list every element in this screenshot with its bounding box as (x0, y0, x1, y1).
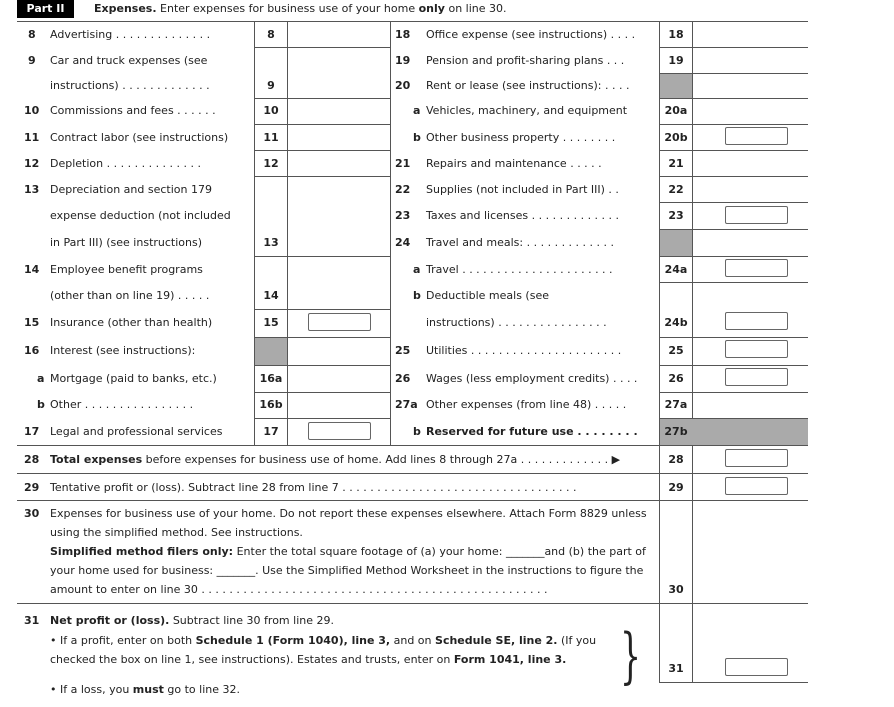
line-24-label: Travel and meals: . . . . . . . . . . . . . (426, 236, 615, 249)
rule (254, 176, 391, 177)
line-31-profit-2 (50, 653, 566, 666)
line-30-text-4: your home used for business: _______. Use the Simplified Method Worksheet in the instructions to figure the (50, 564, 644, 577)
line-9-box: 9 (267, 79, 275, 92)
rule (254, 418, 391, 419)
line-22-box: 22 (668, 183, 684, 196)
line-14-label: Employee benefit programs (50, 263, 203, 276)
line-30-text-3 (50, 545, 646, 558)
line-31-num: 31 (24, 614, 40, 627)
line-24a-input[interactable] (725, 259, 788, 277)
line-14-label-2: (other than on line 19) . . . . . (50, 289, 210, 302)
profit-pre: • If a profit, enter on both (50, 634, 193, 647)
line-24b-label: Deductible meals (see (426, 289, 549, 302)
line-17-label: Legal and professional services (50, 425, 223, 438)
rule (659, 256, 808, 257)
rule (659, 337, 808, 338)
simplified-method-label: Simplified method filers only: (50, 545, 234, 558)
rule (659, 124, 808, 125)
rule (17, 603, 808, 604)
rule (659, 365, 808, 366)
rule (692, 21, 693, 682)
line-24-num: 24 (395, 236, 411, 249)
part-heading (94, 2, 507, 15)
line-19-num: 19 (395, 54, 411, 67)
line-8-label: Advertising . . . . . . . . . . . . . . (50, 28, 211, 41)
heading-title: Expenses. (94, 2, 157, 15)
line-24b-label-2: instructions) . . . . . . . . . . . . . . . . (426, 316, 607, 329)
line-31-heading (50, 614, 334, 627)
line-27a-num: 27a (395, 398, 418, 411)
line-19-label: Pension and profit-sharing plans . . . (426, 54, 625, 67)
line-18-label: Office expense (see instructions) . . . . (426, 28, 636, 41)
heading-only: only (418, 2, 445, 15)
rule (659, 282, 808, 283)
rule (17, 21, 808, 22)
line-14-num: 14 (24, 263, 40, 276)
rule (254, 150, 391, 151)
line-19-box: 19 (668, 54, 684, 67)
line-20a-label: Vehicles, machinery, and equipment (426, 104, 628, 117)
line-29-label: Tentative profit or (loss). Subtract line 28 from line 7 . . . . . . . . . . . . . . . . . . . . . . . . . . . . . . . . . . (50, 481, 577, 494)
line-27b-box: 27b (664, 425, 688, 438)
line-20a-box: 20a (664, 104, 688, 117)
line-18-num: 18 (395, 28, 411, 41)
rule (659, 682, 808, 683)
line-30-text-2: using the simplified method. See instructions. (50, 526, 303, 539)
line-27b-num: b (413, 425, 421, 438)
loss-must: must (132, 683, 164, 696)
rule (659, 176, 808, 177)
line-28-num: 28 (24, 453, 40, 466)
heading-subtitle: Enter expenses for business use of your home (160, 2, 416, 15)
line-15-num: 15 (24, 316, 40, 329)
line-16a-box: 16a (259, 372, 283, 385)
profit2-pre: checked the box on line 1, see instructions). Estates and trusts, enter on (50, 653, 451, 666)
rule (659, 98, 808, 99)
line-17-input[interactable] (308, 422, 371, 440)
profit-mid: and on (393, 634, 432, 647)
line-27a-label: Other expenses (from line 48) . . . . . (426, 398, 627, 411)
rule (390, 21, 391, 445)
line-9-num: 9 (28, 54, 36, 67)
rule (17, 445, 808, 446)
rule (254, 392, 391, 393)
rule (659, 150, 808, 151)
line-24b-box: 24b (664, 316, 688, 329)
line-24a-label: Travel . . . . . . . . . . . . . . . . . . . . . . (426, 263, 613, 276)
loss-post: go to line 32. (167, 683, 240, 696)
right-brace-icon: } (620, 621, 642, 691)
rule (17, 500, 808, 501)
line-21-box: 21 (668, 157, 684, 170)
shaded-cell (255, 338, 287, 365)
line-11-num: 11 (24, 131, 40, 144)
line-13-label-3: in Part III) (see instructions) (50, 236, 203, 249)
rule (254, 256, 391, 257)
line-31-box: 31 (668, 662, 684, 675)
line-27a-box: 27a (664, 398, 688, 411)
line-28-bold: Total expenses (50, 453, 143, 466)
line-20-label: Rent or lease (see instructions): . . . . (426, 79, 630, 92)
line-21-num: 21 (395, 157, 411, 170)
line-30-text-1: Expenses for business use of your home. Do not report these expenses elsewhere. Attach Form 8829 unless (50, 507, 647, 520)
line-25-num: 25 (395, 344, 411, 357)
line-17-box: 17 (263, 425, 279, 438)
line-25-label: Utilities . . . . . . . . . . . . . . . . . . . . . . (426, 344, 622, 357)
line-15-box: 15 (263, 316, 279, 329)
line-24b-input[interactable] (725, 312, 788, 330)
line-16a-label: Mortgage (paid to banks, etc.) (50, 372, 217, 385)
line-15-label: Insurance (other than health) (50, 316, 213, 329)
rule (659, 47, 808, 48)
line-30-text-3b: Enter the total square footage of (a) your home: _______and (b) the part of (236, 545, 646, 558)
rule (254, 309, 391, 310)
profit-schedule-se: Schedule SE, line 2. (435, 634, 558, 647)
rule (254, 365, 391, 366)
line-13-box: 13 (263, 236, 279, 249)
line-29-box: 29 (668, 481, 684, 494)
line-29-input[interactable] (725, 477, 788, 495)
line-16-label: Interest (see instructions): (50, 344, 196, 357)
line-13-num: 13 (24, 183, 40, 196)
line-20b-box: 20b (664, 131, 688, 144)
line-22-label: Supplies (not included in Part III) . . (426, 183, 619, 196)
line-8-num: 8 (28, 28, 36, 41)
rule (17, 473, 808, 474)
part-badge: Part II (17, 0, 74, 18)
line-10-label: Commissions and fees . . . . . . (50, 104, 216, 117)
line-27b-label: Reserved for future use . . . . . . . . (426, 425, 638, 438)
line-13-label-2: expense deduction (not included (50, 209, 231, 222)
line-11-label: Contract labor (see instructions) (50, 131, 229, 144)
line-20a-num: a (413, 104, 421, 117)
line-23-label: Taxes and licenses . . . . . . . . . . . . . (426, 209, 620, 222)
profit2-form1041: Form 1041, line 3. (453, 653, 567, 666)
line-12-label: Depletion . . . . . . . . . . . . . . (50, 157, 202, 170)
line-31-text: Subtract line 30 from line 29. (172, 614, 334, 627)
line-16b-box: 16b (259, 398, 283, 411)
line-28-text: before expenses for business use of home. Add lines 8 through 27a . . . . . . . . . . . . . ▶ (145, 453, 621, 466)
line-11-box: 11 (263, 131, 279, 144)
line-20-num: 20 (395, 79, 411, 92)
line-31-input[interactable] (725, 658, 788, 676)
line-24a-box: 24a (664, 263, 688, 276)
line-30-text-5: amount to enter on line 30 . . . . . . . . . . . . . . . . . . . . . . . . . . . . . . . . . . . . . . . . . . . . . . . . . . (50, 583, 548, 596)
line-23-input[interactable] (725, 206, 788, 224)
line-30-box: 30 (668, 583, 684, 596)
line-31-loss (50, 683, 240, 696)
heading-suffix: on line 30. (448, 2, 507, 15)
line-29-num: 29 (24, 481, 40, 494)
line-10-box: 10 (263, 104, 279, 117)
line-28-input[interactable] (725, 449, 788, 467)
rule (659, 202, 808, 203)
line-31-profit (50, 634, 596, 647)
line-9-label-2: instructions) . . . . . . . . . . . . . (50, 79, 210, 92)
profit-post: (If you (560, 634, 597, 647)
line-16a-num: a (37, 372, 45, 385)
line-28-label (50, 453, 620, 466)
shaded-cell (660, 230, 692, 256)
line-23-box: 23 (668, 209, 684, 222)
line-8-box: 8 (267, 28, 275, 41)
line-26-label: Wages (less employment credits) . . . . (426, 372, 638, 385)
profit-schedule1: Schedule 1 (Form 1040), line 3, (195, 634, 391, 647)
line-20b-label: Other business property . . . . . . . . (426, 131, 616, 144)
line-31-bold: Net profit or (loss). (50, 614, 170, 627)
line-12-box: 12 (263, 157, 279, 170)
line-14-box: 14 (263, 289, 279, 302)
rule (254, 47, 391, 48)
line-26-input[interactable] (725, 368, 788, 386)
line-9-label: Car and truck expenses (see (50, 54, 208, 67)
line-23-num: 23 (395, 209, 411, 222)
loss-pre: • If a loss, you (50, 683, 130, 696)
line-25-box: 25 (668, 344, 684, 357)
line-16b-num: b (37, 398, 45, 411)
line-26-box: 26 (668, 372, 684, 385)
line-16-num: 16 (24, 344, 40, 357)
line-30-num: 30 (24, 507, 40, 520)
line-25-input[interactable] (725, 340, 788, 358)
line-12-num: 12 (24, 157, 40, 170)
line-13-label: Depreciation and section 179 (50, 183, 212, 196)
shaded-cell (660, 74, 692, 98)
line-26-num: 26 (395, 372, 411, 385)
line-22-num: 22 (395, 183, 411, 196)
line-21-label: Repairs and maintenance . . . . . (426, 157, 602, 170)
line-16b-label: Other . . . . . . . . . . . . . . . . (50, 398, 194, 411)
rule (254, 124, 391, 125)
rule (287, 21, 288, 445)
line-17-num: 17 (24, 425, 40, 438)
line-24a-num: a (413, 263, 421, 276)
rule (254, 98, 391, 99)
line-20b-input[interactable] (725, 127, 788, 145)
rule (659, 392, 808, 393)
line-20b-num: b (413, 131, 421, 144)
line-15-input[interactable] (308, 313, 371, 331)
line-28-box: 28 (668, 453, 684, 466)
line-10-num: 10 (24, 104, 40, 117)
line-24b-num: b (413, 289, 421, 302)
line-18-box: 18 (668, 28, 684, 41)
